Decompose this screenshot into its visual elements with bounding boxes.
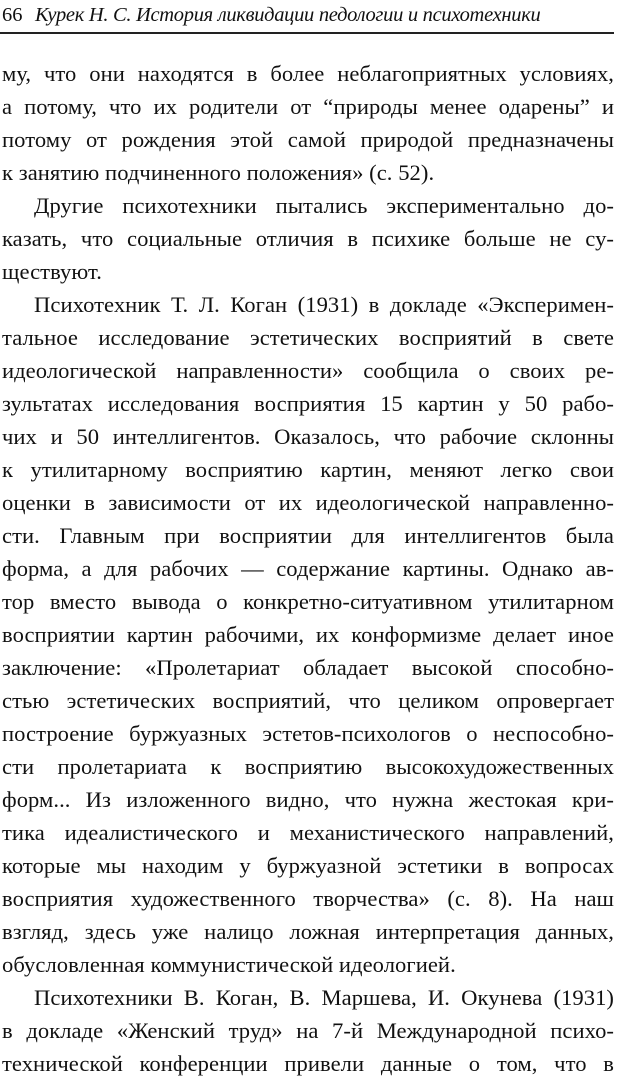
text-line: форма, а для рабочих — содержание картины. Однако ав- xyxy=(2,556,614,581)
page-number: 66 xyxy=(2,4,23,26)
text-line: к занятию подчиненного положения» (с. 52). xyxy=(2,160,435,185)
text-line: восприятия художественного творчества» (с. 8). На наш xyxy=(2,886,614,911)
text-line: ществуют. xyxy=(2,259,102,284)
text-line: технической конференции привели данные о том, что в xyxy=(2,1051,614,1076)
paragraph-4 xyxy=(2,981,614,1080)
text-line: тика идеалистического и механистического направлений, xyxy=(2,820,614,845)
paragraph-1 xyxy=(2,57,614,189)
body-text xyxy=(2,57,614,1080)
text-line: к утилитарному восприятию картин, меняют легко свои xyxy=(2,457,614,482)
text-line: которые мы находим у буржуазной эстетики в вопросах xyxy=(2,853,614,878)
paragraph-2 xyxy=(2,189,614,288)
text-line: заключение: «Пролетариат обладает высокой способно- xyxy=(2,655,614,680)
text-line: оценки в зависимости от их идеологической направленно- xyxy=(2,490,614,515)
text-line: а потому, что их родители от “природы менее одарены” и xyxy=(2,94,614,119)
text-line: Другие психотехники пытались экспериментально до- xyxy=(34,193,614,218)
running-title: Курек Н. С. История ликвидации педологии и психотехники xyxy=(35,4,541,26)
text-line: тальное исследование эстетических восприятий в свете xyxy=(2,325,614,350)
text-line: стью эстетических восприятий, что целиком опровергает xyxy=(2,688,614,713)
text-line: в докладе «Женский труд» на 7-й Международной психо- xyxy=(2,1018,614,1043)
text-line: идеологической направленности» сообщила о своих ре- xyxy=(2,358,614,383)
text-line: форм... Из изложенного видно, что нужна жестокая кри- xyxy=(2,787,614,812)
text-line: восприятии картин рабочими, их конформизме делает иное xyxy=(2,622,614,647)
running-header xyxy=(0,0,614,34)
text-line: сти. Главным при восприятии для интеллигентов была xyxy=(2,523,614,548)
text-line: казать, что социальные отличия в психике больше не су- xyxy=(2,226,614,251)
text-line: му, что они находятся в более неблагоприятных условиях, xyxy=(2,61,614,86)
text-line: сти пролетариата к восприятию высокохудожественных xyxy=(2,754,614,779)
text-line: потому от рождения этой самой природой предназначены xyxy=(2,127,614,152)
text-line: взгляд, здесь уже налицо ложная интерпретация данных, xyxy=(2,919,614,944)
text-line: обусловленная коммунистической идеологией. xyxy=(2,952,456,977)
paragraph-3 xyxy=(2,288,614,981)
text-line: зультатах исследования восприятия 15 картин у 50 рабо- xyxy=(2,391,614,416)
text-line: чих и 50 интеллигентов. Оказалось, что рабочие склонны xyxy=(2,424,614,449)
text-line: построение буржуазных эстетов-психологов о неспособно- xyxy=(2,721,614,746)
text-line: Психотехники В. Коган, В. Маршева, И. Окунева (1931) xyxy=(34,985,614,1010)
text-line: Психотехник Т. Л. Коган (1931) в докладе «Эксперимен- xyxy=(34,292,614,317)
text-line: тор вместо вывода о конкретно-ситуативном утилитарном xyxy=(2,589,614,614)
